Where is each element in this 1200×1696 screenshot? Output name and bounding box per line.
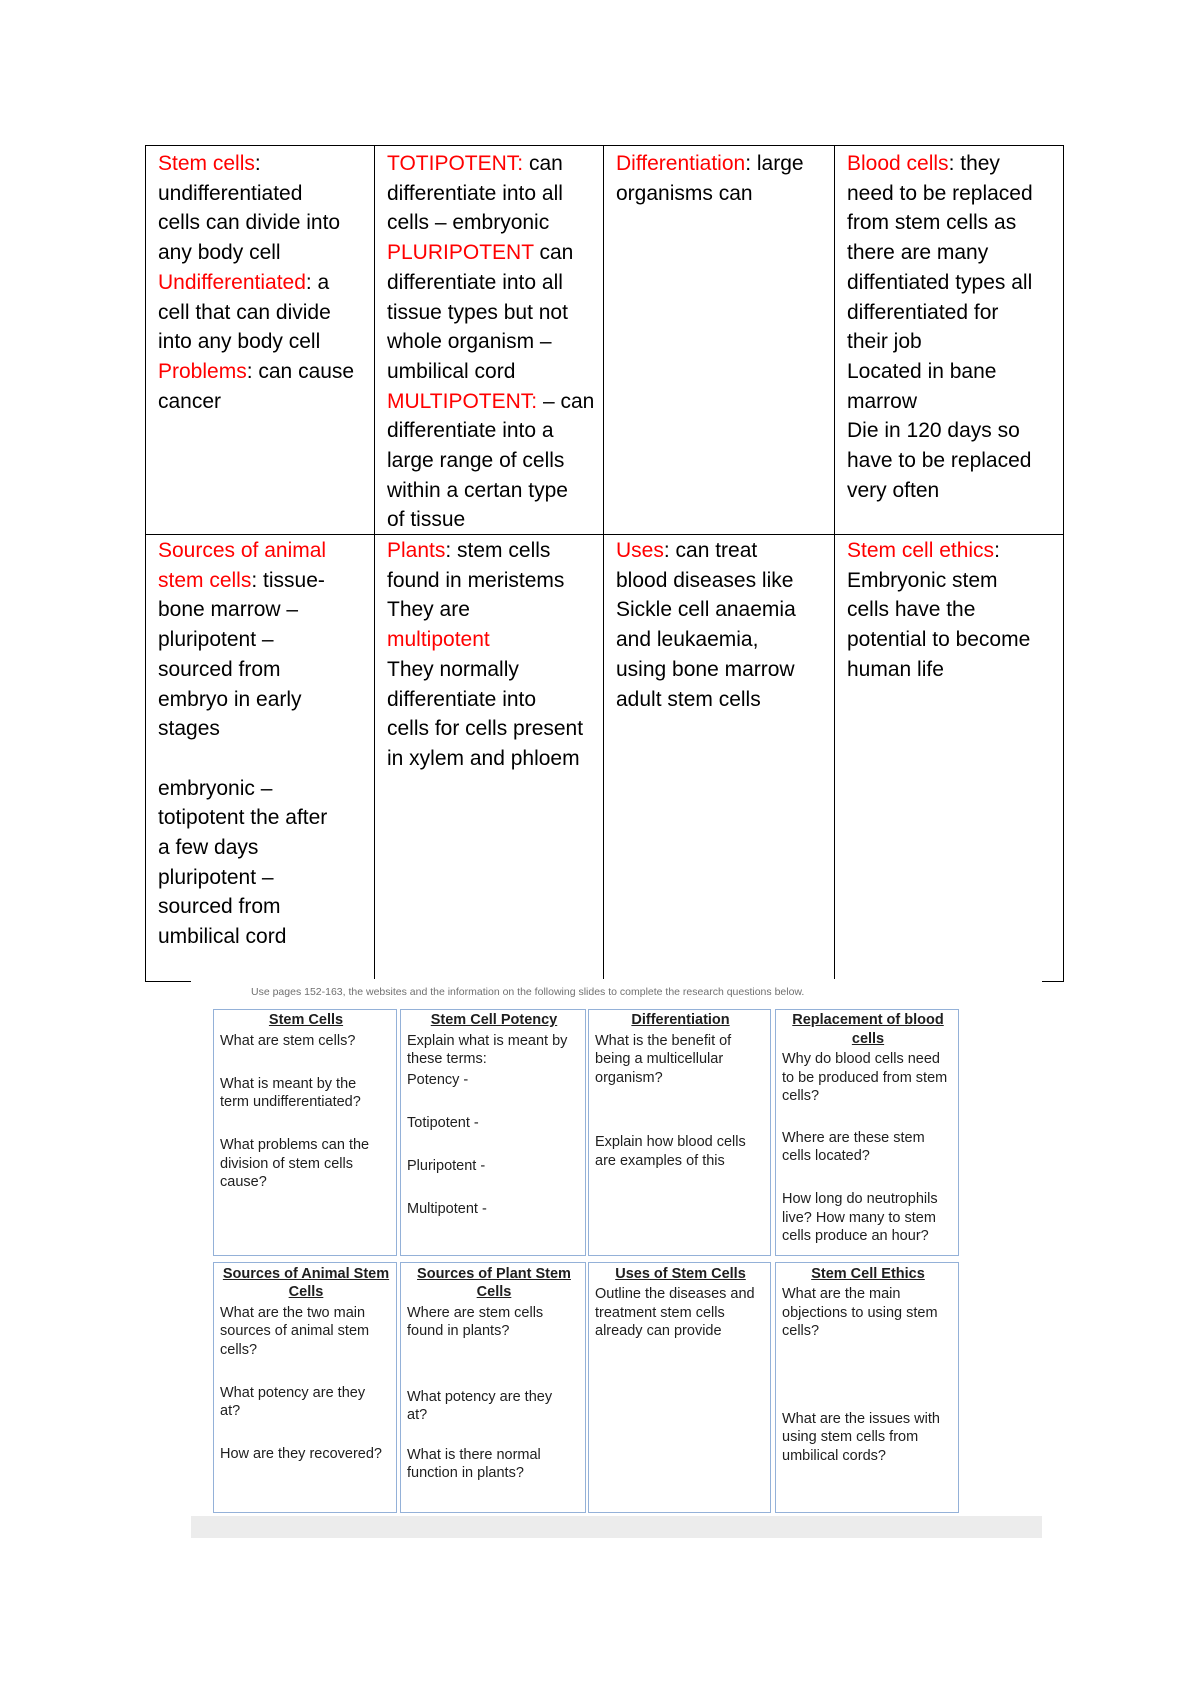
cell-line: in xylem and phloem [387,746,580,770]
question-line: Outline the diseases and [595,1286,755,1302]
box-uses-of-stem-cells [588,1262,771,1513]
text-run: : stem cells [445,539,551,562]
question-line: found in plants? [407,1323,510,1339]
term-label: Stem cell ethics [847,539,995,562]
cell-differentiation [604,146,835,535]
question-line: at? [220,1403,241,1419]
question-line: to be produced from stem [782,1069,948,1086]
cell-line: umbilical cord [387,359,516,383]
box-stem-cells [213,1009,397,1256]
cell-line [387,238,597,268]
cell-line: their job [847,330,922,354]
box-title [782,1265,954,1284]
term-label: multipotent [387,628,490,652]
question-line: Pluripotent - [407,1157,486,1174]
cell-line: They are [387,598,470,622]
cell-line: adult stem cells [616,687,761,711]
cell-line: undifferentiated [158,181,303,205]
cell-line: cells for cells present [387,717,584,741]
box-title-line: Stem Cell Ethics [811,1265,925,1282]
cell-line [387,387,597,417]
question [782,1129,954,1166]
question [782,1285,954,1341]
notes-table [145,145,1064,982]
cell-plants [375,535,604,982]
term-label: Differentiation [616,152,746,175]
question [782,1190,954,1246]
text-run: : [994,539,1000,562]
cell-line: Located in bane [847,359,997,383]
box-title-line: Stem Cell Potency [430,1012,558,1028]
question-line: What is meant by the [220,1075,357,1092]
text-run: : large [745,152,804,175]
box-sources-of-plant-stem-cells [400,1262,586,1513]
question-line: What are the main [782,1286,901,1302]
term-label: Undifferentiated [158,270,306,294]
cell-line: totipotent the after [158,806,328,830]
question-line: What potency are they [407,1388,553,1405]
box-title [407,1011,581,1030]
question-line: are examples of this [595,1152,725,1169]
cell-stem-cells [146,146,375,535]
term-label: stem cells [158,568,252,592]
cell-line: need to be replaced [847,181,1033,205]
cell-line: a few days [158,836,259,860]
question [220,1075,392,1112]
cell-line: cancer [158,389,222,413]
question-line: What is there normal [407,1446,541,1463]
cell-line: pluripotent – [158,865,274,889]
question-line: term undifferentiated? [220,1094,361,1110]
cell-line: whole organism – [387,330,552,354]
cell-line: cells can divide into [158,211,341,235]
text-run: : [254,152,261,175]
box-title [595,1265,766,1284]
question [595,1285,766,1341]
question [220,1032,392,1051]
question [407,1388,581,1425]
box-questions [595,1032,766,1171]
cell-line [616,536,828,566]
term-label: Blood cells [847,152,949,175]
box-title-line: Stem Cells [268,1012,344,1028]
text-run: : can cause [246,359,355,383]
cell-line: differentiate into all [387,270,563,294]
cell-line [158,149,368,179]
question-line: Potency - [407,1071,469,1088]
question-line: cells? [782,1088,820,1104]
question-line: at? [407,1407,428,1423]
cell-line: have to be replaced [847,449,1032,473]
cell-line [158,357,368,387]
question [407,1304,581,1341]
cell-line: bone marrow – [158,598,299,622]
question-line: umbilical cords? [782,1447,886,1464]
cell-line: large range of cells [387,449,565,473]
cell-line: potential to become [847,628,1031,652]
term-label: TOTIPOTENT: [387,152,524,175]
cell-line: sourced from [158,657,281,681]
cell-line: differentiate into a [387,419,554,443]
cell-line: of tissue [387,508,466,532]
question [595,1133,766,1170]
cell-line [847,149,1057,179]
question-line: cells produce an hour? [782,1228,929,1244]
cell-line: stages [158,717,220,741]
question-line: What are stem cells? [220,1032,356,1049]
cell-line [158,268,368,298]
cell-line [158,536,368,566]
cell-line [616,149,828,179]
question [782,1050,954,1106]
text-run: : they [948,152,1000,175]
box-replacement-of-blood-cells [775,1009,959,1256]
cell-line: Sickle cell anaemia [616,598,796,622]
cell-line [387,625,597,655]
embedded-worksheet-image [191,979,1042,1538]
text-run: can [523,152,563,175]
cell-line: umbilical cord [158,925,287,949]
box-questions [782,1050,954,1246]
question [407,1071,581,1090]
question [782,1410,954,1466]
question-line: objections to using stem [782,1304,938,1321]
text-run: can [533,241,574,265]
question-line: What are the two main [220,1304,366,1321]
box-title-line: Sources of Animal Stem [222,1265,390,1282]
question-line: division of stem cells [220,1155,353,1172]
cell-line [847,536,1057,566]
cell-line: differentiated for [847,300,999,324]
cell-line: there are many [847,241,989,265]
question-line: Explain how blood cells [595,1134,746,1150]
question-line: cause? [220,1174,267,1190]
cell-line: into any body cell [158,330,321,354]
bottom-gray-band [191,1516,1042,1538]
term-label: PLURIPOTENT [387,241,534,265]
text-run: – can [537,389,595,413]
question [407,1200,581,1219]
cell-line [387,536,597,566]
box-title [595,1011,766,1030]
question [407,1446,581,1483]
term-label: MULTIPOTENT: [387,389,538,413]
box-title-line: Cells [476,1284,512,1300]
cell-line: embryonic – [158,776,273,800]
term-label: Sources of animal [158,539,327,562]
term-label: Plants [387,539,446,562]
question [220,1384,392,1421]
cell-line: any body cell [158,241,281,265]
question [407,1114,581,1133]
cell-blood-cells [835,146,1064,535]
cell-line: diffentiated types all [847,270,1033,294]
box-questions [782,1285,954,1465]
term-label: Uses [616,539,664,562]
cell-line: and leukaemia, [616,628,759,652]
question-line: Where are stem cells [407,1304,544,1321]
box-title [220,1011,392,1030]
cell-line: marrow [847,389,918,413]
box-questions [595,1285,766,1341]
question-line: function in plants? [407,1465,524,1481]
question-line: organism? [595,1069,663,1086]
cell-line: tissue types but not [387,300,568,324]
cell-line: using bone marrow [616,657,795,681]
question-line: cells located? [782,1148,870,1164]
box-title-line: cells [851,1030,885,1047]
cell-uses [604,535,835,982]
term-label: Stem cells [158,152,255,175]
box-stem-cell-potency [400,1009,586,1256]
box-title-line: Sources of Plant Stem [417,1265,571,1282]
question-line: Where are these stem [782,1129,925,1146]
box-questions [407,1304,581,1483]
question [220,1445,392,1464]
box-questions [220,1032,392,1192]
box-questions [407,1032,581,1219]
question-line: being a multicellular [595,1051,724,1067]
box-sources-of-animal-stem-cells [213,1262,397,1513]
box-title-line: Cells [288,1284,324,1300]
question [220,1304,392,1360]
cell-line [387,149,597,179]
question-line: What are the issues with [782,1410,940,1427]
cell-stem-cell-ethics [835,535,1064,982]
question-line: Multipotent - [407,1200,487,1217]
question-line: already can provide [595,1323,722,1339]
cell-sources-of-animal-stem-cells [146,535,375,982]
box-stem-cell-ethics [775,1262,959,1513]
question-line: What problems can the [220,1137,370,1153]
question-line: How long do neutrophils [782,1191,938,1207]
term-label: Problems [158,359,247,383]
question [595,1032,766,1088]
cell-line: Die in 120 days so [847,419,1020,443]
box-differentiation [588,1009,771,1256]
question-line: Explain what is meant by [407,1032,568,1049]
cell-line: cell that can divide [158,300,331,324]
cell-line: embryo in early [158,687,302,711]
cell-line [158,566,368,596]
question [407,1157,581,1176]
cell-line: cells – embryonic [387,211,550,235]
box-title [407,1265,581,1302]
cell-line: organisms can [616,181,753,205]
question-line: cells? [220,1341,258,1358]
box-title [782,1011,954,1048]
question-line: these terms: [407,1051,487,1067]
question-line: live? How many to stem [782,1209,936,1226]
cell-line: blood diseases like [616,568,794,592]
cell-line: within a certan type [387,478,568,502]
text-run: : a [305,270,330,294]
question-line: using stem cells from [782,1429,919,1445]
box-title-line: Uses of Stem Cells [615,1265,746,1282]
question [220,1136,392,1192]
worksheet-instructions: Use pages 152-163, the websites and the information on the following slides to complete the research questions below. [251,986,805,998]
box-title [220,1265,392,1302]
box-title-line: Differentiation [631,1012,730,1028]
cell-line: from stem cells as [847,211,1017,235]
cell-line: pluripotent – [158,628,274,652]
cell-line: differentiate into [387,687,537,711]
box-questions [220,1304,392,1464]
cell-line: differentiate into all [387,181,563,205]
cell-line: cells have the [847,598,976,622]
cell-potency [375,146,604,535]
cell-line: They normally [387,657,519,681]
cell-line: human life [847,657,944,681]
question [407,1032,581,1069]
question-line: What is the benefit of [595,1032,732,1049]
question-line: How are they recovered? [220,1446,382,1462]
question-line: treatment stem cells [595,1304,725,1321]
question-line: cells? [782,1323,820,1339]
question-line: What potency are they [220,1384,366,1401]
question-line: Why do blood cells need [782,1051,940,1067]
cell-line: Embryonic stem [847,568,998,592]
box-title-line: Replacement of blood [792,1012,944,1028]
cell-line: sourced from [158,895,281,919]
text-run: : tissue- [251,568,325,592]
text-run: : can treat [663,539,758,562]
cell-line: found in meristems [387,568,565,592]
question-line: sources of animal stem [220,1323,370,1339]
cell-line: very often [847,478,940,502]
question-line: Totipotent - [407,1114,479,1131]
